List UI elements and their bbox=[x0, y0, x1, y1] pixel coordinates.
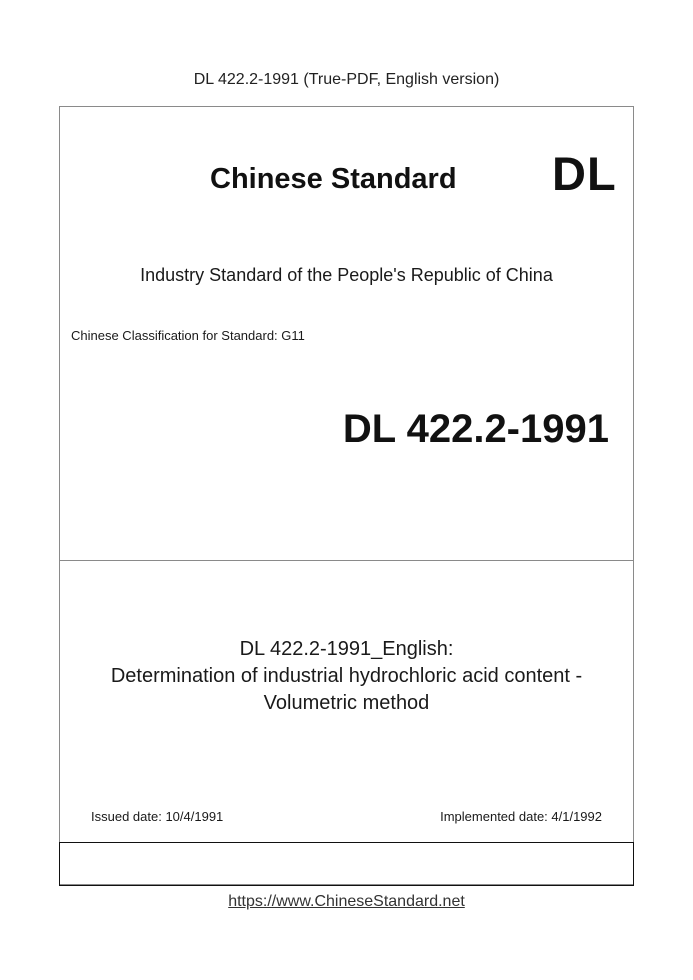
section-divider bbox=[60, 560, 633, 561]
cover-frame bbox=[59, 106, 634, 885]
classification-label: Chinese Classification for Standard: G11 bbox=[71, 328, 305, 343]
footer bbox=[0, 893, 693, 911]
standard-number: DL 422.2-1991 bbox=[342, 407, 609, 451]
english-title-line-3: Volumetric method bbox=[263, 692, 430, 714]
issued-date: Issued date: 10/4/1991 bbox=[91, 809, 224, 824]
dl-logo: DL bbox=[552, 147, 617, 200]
implemented-date: Implemented date: 4/1/1992 bbox=[440, 809, 602, 824]
english-title-line-1: DL 422.2-1991_English: bbox=[239, 638, 454, 660]
english-title-line-2: Determination of industrial hydrochloric acid content - bbox=[110, 665, 583, 687]
standard-type-title: Chinese Standard bbox=[210, 163, 457, 195]
industry-standard-line: Industry Standard of the People's Republic of China bbox=[140, 265, 553, 285]
publisher-box bbox=[59, 842, 634, 886]
website-link[interactable]: https://www.ChineseStandard.net bbox=[228, 893, 465, 910]
english-title-block bbox=[0, 636, 693, 717]
document-header: DL 422.2-1991 (True-PDF, English version) bbox=[193, 71, 500, 88]
